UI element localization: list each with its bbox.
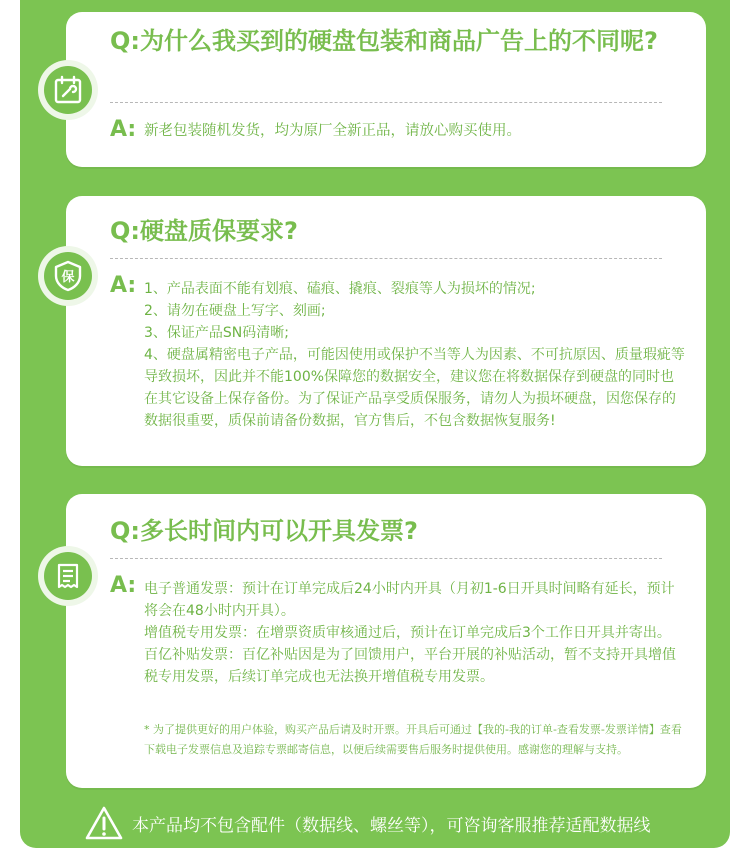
faq-badge xyxy=(38,60,98,120)
answer-mark: A: xyxy=(110,273,137,298)
faq-answer xyxy=(144,578,686,688)
answer-line: 4、硬盘属精密电子产品，可能因使用或保护不当等人为因素、不可抗原因、质量瑕疵等导致损坏，因此并不能100%保障您的数据安全，建议您在将数据保存到硬盘的同时也在其它设备上保存备份。为了保证产品享受质保服务，请勿人为损坏硬盘，因您保存的数据很重要，质保前请备份数据，官方售后，不包含数据恢复服务! xyxy=(144,347,685,429)
answer-line: 百亿补贴发票：百亿补贴因是为了回馈用户，平台开展的补贴活动，暂不支持开具增值税专用发票，后续订单完成也无法换开增值税专用发票。 xyxy=(144,647,676,685)
answer-line: 电子普通发票：预计在订单完成后24小时内开具（月初1-6日开具时间略有延长，预计将会在48小时内开具）。 xyxy=(144,581,675,619)
badge-circle xyxy=(44,66,92,114)
note-text: * 为了提供更好的用户体验，购买产品后请及时开票。开具后可通过【我的-我的订单-查看发票-发票详情】查看下载电子发票信息及追踪专票邮寄信息，以便后续需要售后服务时提供使用。感谢您的理解与支持。 xyxy=(144,723,682,756)
divider xyxy=(110,102,662,103)
wrench-calendar-icon xyxy=(52,74,84,106)
badge-circle xyxy=(44,552,92,600)
answer-line: 3、保证产品SN码清晰; xyxy=(144,325,289,341)
answer-line: 1、产品表面不能有划痕、磕痕、撬痕、裂痕等人为损坏的情况; xyxy=(144,281,536,297)
footer-text: 本产品均不包含配件（数据线、螺丝等），可咨询客服推荐适配数据线 xyxy=(132,815,651,836)
faq-badge xyxy=(38,246,98,306)
faq-card-invoice xyxy=(66,494,706,788)
answer-line: 2、请勿在硬盘上写字、刻画; xyxy=(144,303,326,319)
answer-line: 新老包装随机发货，均为原厂全新正品，请放心购买使用。 xyxy=(144,123,521,139)
faq-answer xyxy=(144,120,686,142)
answer-mark: A: xyxy=(110,573,137,598)
footer-notice xyxy=(84,800,704,846)
receipt-icon xyxy=(52,560,84,592)
badge-circle xyxy=(44,252,92,300)
divider xyxy=(110,558,662,559)
answer-mark: A: xyxy=(110,117,137,142)
faq-answer xyxy=(144,278,686,432)
faq-card-warranty xyxy=(66,196,706,466)
faq-card-packaging xyxy=(66,12,706,167)
answer-line: 增值税专用发票：在增票资质审核通过后，预计在订单完成后3个工作日开具并寄出。 xyxy=(144,625,671,641)
invoice-note xyxy=(144,720,682,760)
faq-badge xyxy=(38,546,98,606)
faq-question: Q:硬盘质保要求? xyxy=(110,217,298,245)
faq-question: Q:为什么我买到的硬盘包装和商品广告上的不同呢? xyxy=(110,27,658,55)
shield-icon xyxy=(51,259,85,293)
shield-label: 保 xyxy=(61,270,75,285)
faq-question: Q:多长时间内可以开具发票? xyxy=(110,517,418,545)
warning-icon xyxy=(84,805,124,841)
divider xyxy=(110,258,662,259)
